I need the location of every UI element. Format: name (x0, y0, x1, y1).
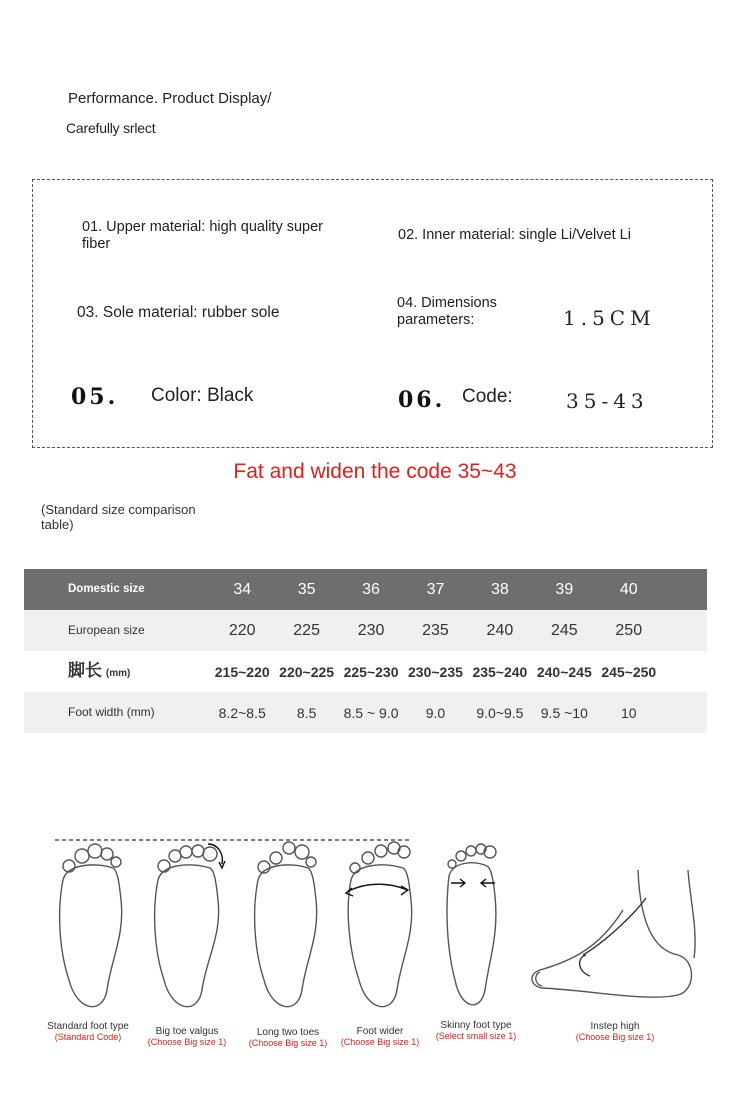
spec-color-number: 05. (71, 384, 119, 410)
foot-type-name: Foot wider (356, 1026, 404, 1037)
foot-length-label-text: 脚长 (68, 660, 102, 680)
foot-width-cell: 9.0 (403, 692, 467, 733)
foot-type-caption (43, 1021, 133, 1042)
foot-type-name: Skinny foot type (440, 1020, 512, 1031)
foot-width-label: Foot width (mm) (24, 692, 210, 733)
size-table (24, 569, 707, 733)
spec-sole-material: 03. Sole material: rubber sole (77, 304, 280, 321)
foot-length-cell: 225~230 (343, 663, 399, 680)
foot-length-cell: 230~235 (408, 663, 463, 680)
table-row-foot-width (24, 692, 707, 733)
instep-high-foot-icon (532, 870, 695, 997)
european-size-label: European size (24, 610, 210, 651)
foot-type-caption (570, 1021, 660, 1042)
foot-length-cell: 235~240 (472, 663, 528, 680)
foot-length-unit: (mm) (105, 667, 131, 679)
spec-code-label: Code: (462, 386, 513, 407)
skinny-foot-icon (447, 844, 496, 1005)
domestic-size-cell: 39 (532, 569, 596, 610)
page-title: Performance. Product Display/ (68, 90, 272, 107)
european-size-cell: 250 (597, 610, 661, 651)
foot-length-cell: 220~225 (279, 663, 335, 680)
spec-dimensions-label: 04. Dimensions parameters: (397, 295, 497, 328)
foot-length-cell: 215~220 (214, 663, 270, 680)
foot-type-advice: (Choose Big size 1) (340, 1037, 420, 1047)
foot-type-name: Standard foot type (47, 1021, 129, 1032)
promo-title: Fat and widen the code 35~43 (233, 460, 517, 483)
european-size-cell: 235 (403, 610, 467, 651)
domestic-size-cell: 37 (403, 569, 467, 610)
domestic-size-cell: 34 (210, 569, 274, 610)
wider-foot-icon (346, 842, 412, 1007)
foot-type-advice: (Select small size 1) (435, 1031, 517, 1041)
long-two-toes-foot-icon (255, 842, 317, 1007)
domestic-size-cell: 36 (339, 569, 403, 610)
foot-type-caption (335, 1026, 425, 1047)
table-row-domestic (24, 569, 707, 610)
domestic-size-cell: 38 (468, 569, 532, 610)
page-subtitle: Carefully srlect (66, 120, 156, 136)
foot-type-advice: (Choose Big size 1) (575, 1032, 655, 1042)
size-table-note: (Standard size comparison table) (41, 502, 196, 532)
foot-illustrations (0, 820, 750, 1010)
foot-width-cell: 8.5 (274, 692, 338, 733)
domestic-size-cell: 35 (274, 569, 338, 610)
european-size-cell: 245 (532, 610, 596, 651)
foot-type-advice: (Choose Big size 1) (147, 1037, 227, 1047)
table-row-european (24, 610, 707, 651)
spec-code-value: 35-43 (566, 389, 649, 413)
spec-inner-material: 02. Inner material: single Li/Velvet Li (398, 227, 631, 243)
foot-type-advice: (Standard Code) (54, 1032, 122, 1042)
domestic-size-cell: 40 (597, 569, 661, 610)
foot-type-caption (243, 1027, 333, 1048)
big-toe-valgus-foot-icon (155, 844, 225, 1007)
european-size-cell: 225 (274, 610, 338, 651)
foot-width-cell: 9.0~9.5 (468, 692, 532, 733)
spec-code-number: 06. (398, 387, 446, 413)
foot-type-caption (142, 1026, 232, 1047)
foot-length-cell: 240~245 (536, 663, 592, 680)
spec-upper-material: 01. Upper material: high quality super fiber (82, 219, 323, 252)
european-size-cell: 230 (339, 610, 403, 651)
foot-type-name: Instep high (590, 1021, 640, 1032)
foot-length-cell: 245~250 (601, 663, 657, 680)
foot-length-label (24, 651, 210, 692)
standard-foot-icon (60, 844, 122, 1007)
spec-color-label: Color: Black (151, 385, 254, 406)
foot-width-cell: 8.2~8.5 (210, 692, 274, 733)
european-size-cell: 240 (468, 610, 532, 651)
table-row-foot-length (24, 651, 707, 692)
domestic-size-label: Domestic size (24, 569, 210, 610)
european-size-cell: 220 (210, 610, 274, 651)
foot-type-caption (431, 1020, 521, 1041)
foot-type-advice: (Choose Big size 1) (248, 1038, 328, 1048)
foot-type-name: Long two toes (256, 1027, 320, 1038)
foot-width-cell: 10 (597, 692, 661, 733)
foot-width-cell: 8.5 ~ 9.0 (339, 692, 403, 733)
foot-type-name: Big toe valgus (155, 1026, 219, 1037)
spec-dimensions-value: 1.5CM (563, 306, 656, 330)
foot-width-cell: 9.5 ~10 (532, 692, 596, 733)
